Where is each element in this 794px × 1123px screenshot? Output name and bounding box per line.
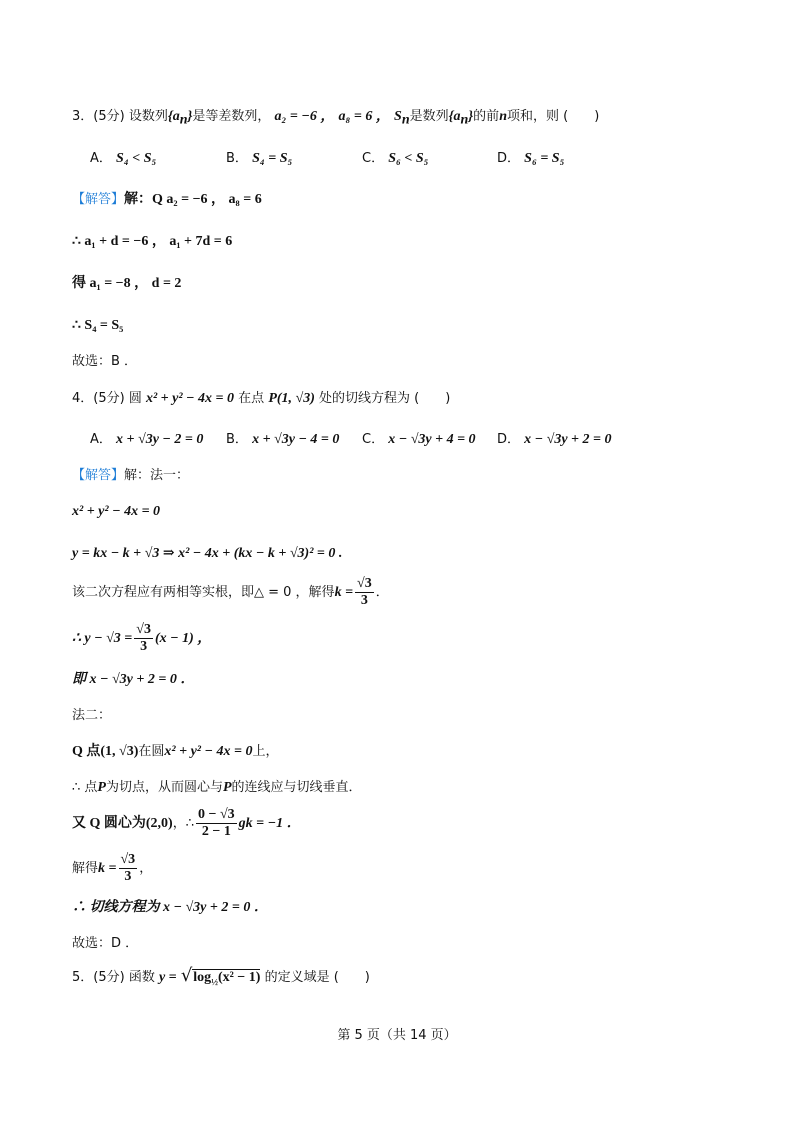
q5-stem: 5．(5分) 函数 $y = √\log_{\frac{1}{2}}(x^2 - 1)$ 的定义域是 ( ) bbox=[72, 965, 370, 987]
q4-line-11: 故选：D ． bbox=[72, 936, 139, 951]
q4-line-5: 即 x − √3y + 2 = 0 ． bbox=[72, 672, 195, 687]
q3-stem-f: 是数列 bbox=[409, 109, 449, 124]
q3-cond-a8: a₈ = 6 ， bbox=[338, 109, 390, 124]
q3-cond-a2: a₂ = −6 ， bbox=[274, 109, 335, 124]
q3-option-d: D． S₆ = S₅ bbox=[497, 151, 565, 166]
q4-line-3: 该二次方程应有两相等实根，即△ = 0 ，解得k = $\frac{√3}{3}$ ． bbox=[72, 576, 389, 608]
q3-stem-j: 项和，则 ( ) bbox=[506, 109, 600, 124]
sqrt-sign: √ bbox=[180, 965, 193, 986]
q4-stem: 4．(5分) 圆 x² + y² − 4x = 0 在点 P(1, √3) 处的切线方程为 ( ) bbox=[72, 391, 451, 406]
q3-stem bbox=[72, 107, 599, 131]
q3-seq-sub: n bbox=[179, 112, 188, 128]
q4-circle-eq: x² + y² − 4x = 0 bbox=[145, 391, 235, 406]
q4-answer-header: 【解答】解：法一： bbox=[72, 468, 190, 483]
q3-sn: S bbox=[394, 109, 402, 124]
q4-point: P(1, √3) bbox=[268, 391, 315, 406]
answer-tag: 【解答】 bbox=[72, 468, 125, 483]
q3-option-a: A． S₄ < S₅ bbox=[90, 151, 157, 166]
q3-stem-b: 是等差数列， bbox=[192, 109, 271, 124]
page-footer: 第 5 页（共 14 页） bbox=[337, 1028, 457, 1043]
q3-stem-prefix: 3．(5分) 设数列 bbox=[72, 109, 168, 124]
q4-line-9: 解得k = $\frac{√3}{3}$ ， bbox=[72, 852, 153, 884]
q3-stem-h: 的前 bbox=[473, 109, 500, 124]
q4-line-1: x² + y² − 4x = 0 bbox=[72, 504, 161, 519]
q3-answer-line-4: ∴ S₄ = S₅ bbox=[72, 318, 124, 333]
q3-answer-line-3: 得 a₁ = −8 ， d = 2 bbox=[72, 276, 182, 291]
q4-option-d: D． x − √3y + 2 = 0 bbox=[497, 432, 612, 447]
q4-line-6: Q 点(1, √3)在圆x² + y² − 4x = 0上， bbox=[72, 744, 279, 759]
q4-line-8: 又 Q 圆心为(2,0)，∴ $\frac{0 - √3}{2 - 1}$ gk = −1 ． bbox=[72, 807, 301, 839]
q3-seq2-end: } bbox=[468, 109, 474, 124]
q3-seq2: {a bbox=[448, 109, 461, 124]
q3-seq2-sub: n bbox=[460, 112, 469, 128]
q4-line-10: ∴ 切线方程为 x − √3y + 2 = 0 ． bbox=[72, 900, 268, 915]
q3-sn-sub: n bbox=[401, 112, 410, 128]
q4-line-7: ∴ 点P为切点，从而圆心与P的连线应与切线垂直． bbox=[72, 780, 362, 795]
q3-answer-line-1: 【解答】解：Q a₂ = −6 ， a₈ = 6 bbox=[72, 192, 262, 207]
q3-answer-line-2: ∴ a₁ + d = −6 ， a₁ + 7d = 6 bbox=[72, 234, 233, 249]
q3-seq: {a bbox=[167, 109, 180, 124]
q3-answer-line-5: 故选：B ． bbox=[72, 354, 138, 369]
q3-option-b: B． S₄ = S₅ bbox=[226, 151, 293, 166]
q4-option-c: C． x − √3y + 4 = 0 bbox=[362, 432, 476, 447]
q3-n: n bbox=[499, 109, 507, 124]
q4-method2-label: 法二： bbox=[72, 708, 112, 723]
q4-option-a: A． x + √3y − 2 = 0 bbox=[90, 432, 204, 447]
q4-line-4: ∴ y − √3 = $\frac{√3}{3}$ (x − 1) ， bbox=[72, 622, 212, 654]
q3-option-c: C． S₆ < S₅ bbox=[362, 151, 429, 166]
q3-seq-end: } bbox=[187, 109, 193, 124]
q4-line-2: y = kx − k + √3 ⇒ x² − 4x + (kx − k + √3)² = 0 . bbox=[72, 546, 343, 561]
answer-tag: 【解答】 bbox=[72, 192, 125, 207]
q4-option-b: B． x + √3y − 4 = 0 bbox=[226, 432, 340, 447]
